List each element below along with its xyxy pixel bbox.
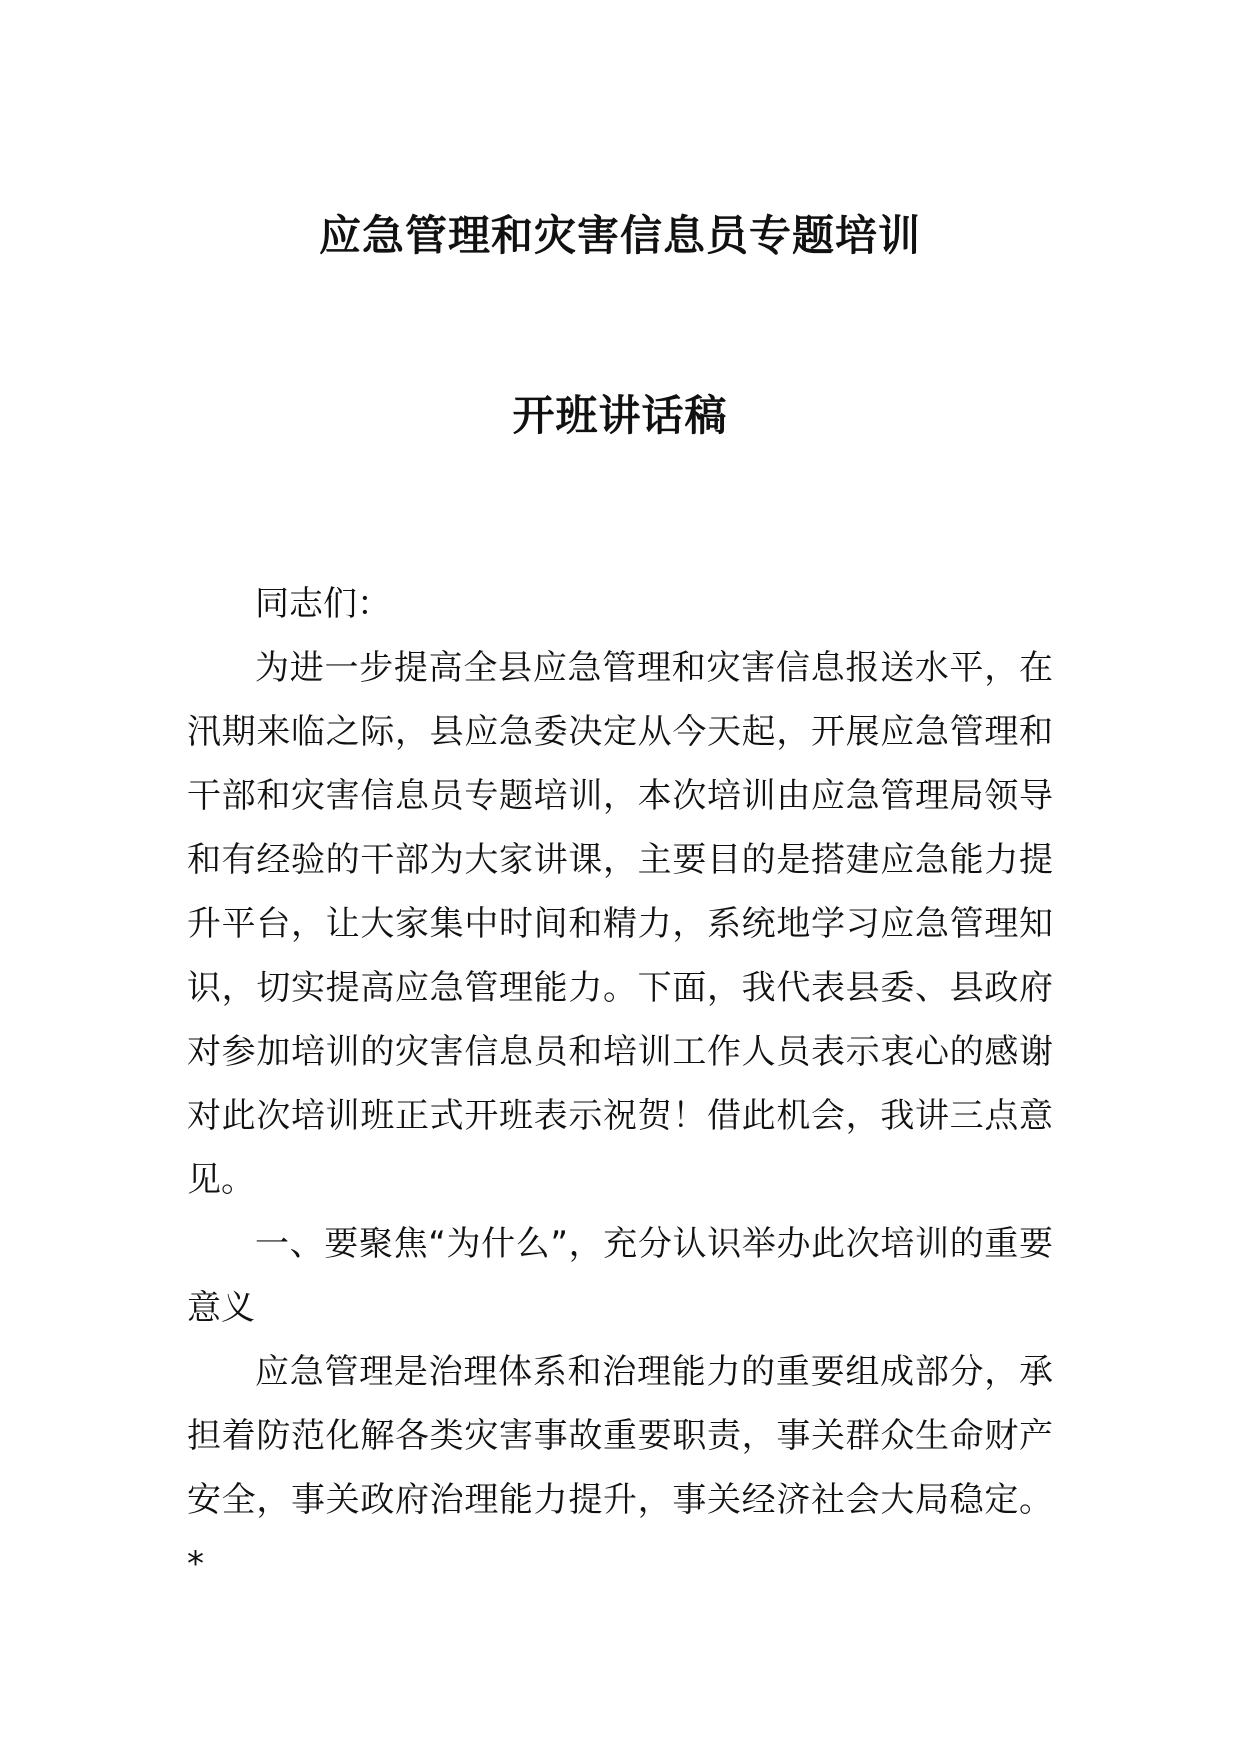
document-body — [187, 572, 1053, 1596]
paragraph: 为进一步提高全县应急管理和灾害信息报送水平，在汛期来临之际，县应急委决定从今天起，开展应急管理和干部和灾害信息员专题培训，本次培训由应急管理局领导和有经验的干部为大家讲课，主要目的是搭建应急能力提升平台，让大家集中时间和精力，系统地学习应急管理知识，切实提高应急管理能力。下面，我代表县委、县政府对参加培训的灾害信息员和培训工作人员表示衷心的感谢对此次培训班正式开班表示祝贺！借此机会，我讲三点意见。 — [187, 648, 1053, 1200]
salutation: 同志们： — [255, 584, 391, 624]
paragraph: 应急管理是治理体系和治理能力的重要组成部分，承担着防范化解各类灾害事故重要职责，事关群众生命财产安全，事关政府治理能力提升，事关经济社会大局稳定。* — [187, 1352, 1053, 1584]
document-title-line-2: 开班讲话稿 — [512, 391, 728, 440]
document-title-line-1: 应急管理和灾害信息员专题培训 — [318, 211, 921, 260]
section-heading: 一、要聚焦“为什么”，充分认识举办此次培训的重要意义 — [187, 1224, 1053, 1328]
